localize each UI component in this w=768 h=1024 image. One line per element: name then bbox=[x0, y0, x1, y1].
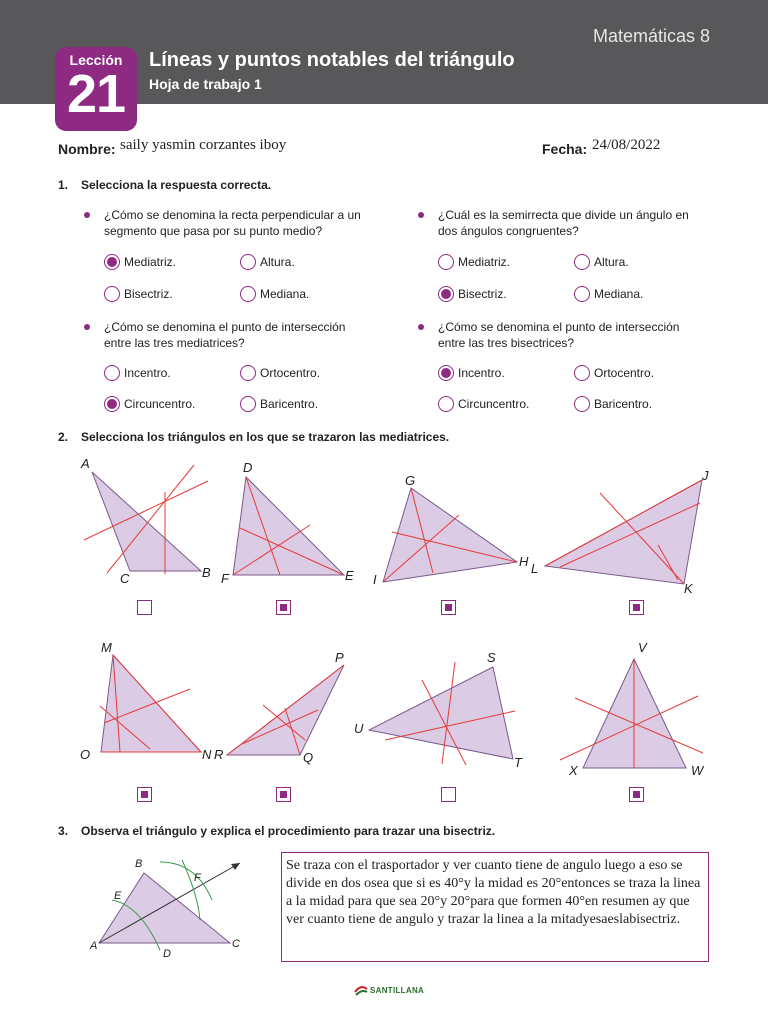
page-title: Líneas y puntos notables del triángulo bbox=[149, 49, 515, 71]
q2-text: Selecciona los triángulos en los que se trazaron las mediatrices. bbox=[81, 430, 450, 444]
svg-text:D: D bbox=[243, 460, 253, 475]
svg-text:E: E bbox=[114, 890, 122, 902]
checkbox-pqr[interactable] bbox=[276, 787, 291, 802]
date-label: Fecha: bbox=[542, 141, 588, 157]
svg-text:U: U bbox=[354, 721, 364, 736]
q1c-option-incentro[interactable]: Incentro. bbox=[104, 365, 171, 381]
q2-number: 2. bbox=[58, 430, 69, 444]
svg-text:F: F bbox=[221, 571, 229, 586]
svg-text:B: B bbox=[202, 565, 211, 580]
q1c-question: ¿Cómo se denomina el punto de intersección entre las tres mediatrices? bbox=[104, 320, 346, 350]
svg-text:B: B bbox=[135, 858, 143, 870]
q1c-option-ortocentro[interactable]: Ortocentro. bbox=[240, 365, 320, 381]
q1d-option-ortocentro[interactable]: Ortocentro. bbox=[574, 365, 654, 381]
svg-text:W: W bbox=[691, 763, 704, 778]
checkbox-mno[interactable] bbox=[137, 787, 152, 802]
q3-answer-box[interactable]: Se traza con el trasportador y ver cuanto tiene de angulo luego a eso se divide en dos osea que si es 40°y la midad es 20°entonces se traza la linea a la midad para que sea 20°y 20°para que formen 40°en resumen ay que ver cuanto tiene de angulo y trazar la linea a la mitadyesaeslabisectriz. bbox=[281, 852, 709, 962]
subject-label: Matemáticas 8 bbox=[592, 26, 710, 46]
lesson-label: Lección bbox=[69, 52, 123, 68]
q1a-option-mediatriz[interactable]: Mediatriz. bbox=[104, 254, 176, 270]
svg-text:J: J bbox=[702, 468, 709, 483]
svg-text:L: L bbox=[531, 561, 539, 576]
svg-text:R: R bbox=[214, 747, 224, 762]
q1b-option-bisectriz[interactable]: Bisectriz. bbox=[438, 286, 507, 302]
q1b-option-altura[interactable]: Altura. bbox=[574, 254, 629, 270]
svg-text:E: E bbox=[345, 568, 354, 583]
svg-text:S: S bbox=[487, 650, 496, 665]
name-value[interactable]: saily yasmin corzantes iboy bbox=[120, 137, 287, 153]
svg-text:A: A bbox=[81, 456, 90, 471]
svg-text:M: M bbox=[101, 640, 112, 655]
q1d-option-baricentro[interactable]: Baricentro. bbox=[574, 396, 652, 412]
svg-text:C: C bbox=[232, 938, 240, 950]
svg-text:G: G bbox=[405, 473, 416, 488]
lesson-number: 21 bbox=[66, 64, 126, 124]
q1a-option-bisectriz[interactable]: Bisectriz. bbox=[104, 286, 173, 302]
svg-text:T: T bbox=[514, 755, 522, 770]
checkbox-def[interactable] bbox=[276, 600, 291, 615]
checkbox-jkl[interactable] bbox=[629, 600, 644, 615]
name-label: Nombre: bbox=[58, 141, 116, 157]
date-value[interactable]: 24/08/2022 bbox=[592, 137, 661, 153]
svg-text:X: X bbox=[569, 763, 578, 778]
q1c-option-baricentro[interactable]: Baricentro. bbox=[240, 396, 318, 412]
santillana-logo-icon bbox=[354, 984, 368, 996]
svg-text:V: V bbox=[638, 640, 647, 655]
logo-text: SANTILLANA bbox=[370, 985, 425, 995]
svg-text:K: K bbox=[684, 581, 693, 596]
triangle-jkl bbox=[545, 480, 702, 584]
triangle-abc bbox=[92, 472, 201, 571]
q1-number: 1. bbox=[58, 178, 69, 192]
svg-text:C: C bbox=[120, 571, 130, 586]
q1a-question: ¿Cómo se denomina la recta perpendicular a un segmento que pasa por su punto medio? bbox=[104, 208, 361, 238]
q1d-option-incentro[interactable]: Incentro. bbox=[438, 365, 505, 381]
q1b-option-mediana[interactable]: Mediana. bbox=[574, 286, 643, 302]
q1a-option-mediana[interactable]: Mediana. bbox=[240, 286, 309, 302]
q1b-option-mediatriz[interactable]: Mediatriz. bbox=[438, 254, 510, 270]
q1b-question: ¿Cuál es la semirrecta que divide un ángulo en dos ángulos congruentes? bbox=[438, 208, 689, 238]
svg-text:F: F bbox=[194, 872, 201, 884]
checkbox-ghi[interactable] bbox=[441, 600, 456, 615]
svg-text:Q: Q bbox=[303, 750, 314, 765]
svg-text:D: D bbox=[163, 948, 171, 960]
q1c-option-circuncentro[interactable]: Circuncentro. bbox=[104, 396, 195, 412]
svg-text:I: I bbox=[373, 572, 377, 587]
svg-text:P: P bbox=[335, 650, 344, 665]
q1a-option-altura[interactable]: Altura. bbox=[240, 254, 295, 270]
svg-text:H: H bbox=[519, 554, 529, 569]
page-subtitle: Hoja de trabajo 1 bbox=[149, 76, 262, 92]
triangle-def bbox=[233, 477, 344, 575]
q1-text: Selecciona la respuesta correcta. bbox=[81, 178, 272, 192]
q3-number: 3. bbox=[58, 824, 69, 838]
checkbox-vwx[interactable] bbox=[629, 787, 644, 802]
q1d-question: ¿Cómo se denomina el punto de intersección entre las tres bisectrices? bbox=[438, 320, 680, 350]
checkbox-stu[interactable] bbox=[441, 787, 456, 802]
svg-text:O: O bbox=[80, 747, 91, 762]
triangle-stu bbox=[369, 667, 513, 759]
q3-text: Observa el triángulo y explica el procedimiento para trazar una bisectriz. bbox=[81, 824, 496, 838]
svg-text:N: N bbox=[202, 747, 212, 762]
svg-text:A: A bbox=[90, 940, 98, 952]
checkbox-abc[interactable] bbox=[137, 600, 152, 615]
q1d-option-circuncentro[interactable]: Circuncentro. bbox=[438, 396, 529, 412]
publisher-logo bbox=[354, 984, 424, 996]
